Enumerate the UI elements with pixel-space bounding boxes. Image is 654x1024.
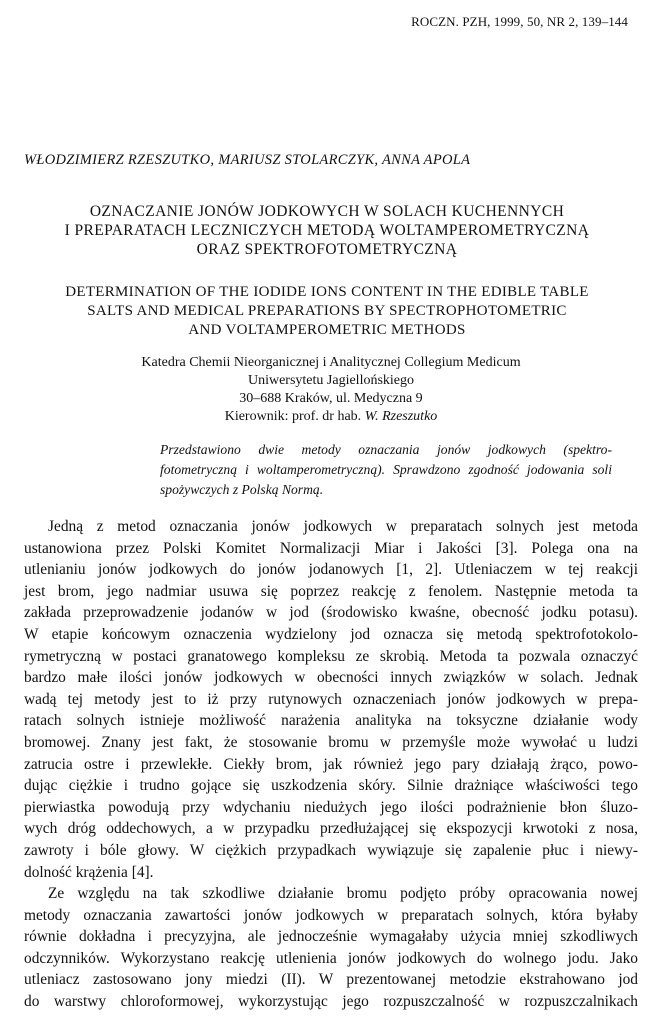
text-line: jest brom, jego nadmiar usuwa się poprzez reakcję z fenolem. Następnie metoda ta xyxy=(24,582,638,600)
text-line: W etapie końcowym oznaczenia wydzielony jod oznacza się metodą spektrofotokolo- xyxy=(24,625,638,643)
journal-reference: ROCZN. PZH, 1999, 50, NR 2, 139–144 xyxy=(411,14,628,29)
title-polish-line: ORAZ SPEKTROFOTOMETRYCZNĄ xyxy=(196,241,458,258)
body-text xyxy=(24,516,638,1013)
text-line: metody oznaczania zawartości jonów jodkowych w preparatach solnych, która byłaby xyxy=(24,906,638,924)
text-line: równie dokładna i precyzyjna, ale jednocześnie wymagałaby użycia mniej szkodliwych xyxy=(24,928,638,946)
affiliation-university: Uniwersytetu Jagiellońskiego xyxy=(247,373,415,388)
text-line: ratach solnych istnieje możliwość narażenia analityka na toksyczne działanie wody xyxy=(24,712,638,730)
text-line: wadą tej metody jest to iż przy rutynowych oznaczeniach jonów jodkowych w prepa- xyxy=(24,690,638,708)
title-english-line: SALTS AND MEDICAL PREPARATIONS BY SPECTROPHOTOMETRIC xyxy=(87,303,567,319)
affiliation-address: 30–688 Kraków, ul. Medyczna 9 xyxy=(239,391,423,406)
paragraph-1 xyxy=(24,516,638,883)
text-line: pierwiastka powodują przy wdychaniu niedużych jego ilości podrażnienie błon śluzo- xyxy=(24,798,638,816)
abstract-line: Przedstawiono dwie metody oznaczania jonów jodkowych (spektro- xyxy=(160,442,612,457)
affiliation-head xyxy=(24,408,638,426)
text-line: dolność krążenia [4]. xyxy=(24,863,154,881)
title-polish-line: OZNACZANIE JONÓW JODKOWYCH W SOLACH KUCHENNYCH xyxy=(89,203,565,220)
title-polish-line: I PREPARATACH LECZNICZYCH METODĄ WOLTAMPEROMETRYCZNĄ xyxy=(64,222,590,239)
text-line: utleniacz zastosowano jony miedzi (II). W prezentowanej metodzie ekstrahowano jod xyxy=(24,971,638,989)
text-line: bromowej. Znany jest fakt, że stosowanie bromu w przemyśle może wywołać u ludzi xyxy=(24,733,638,751)
text-line: utlenianiu jonów jodkowych do jonów jodanowych [1, 2]. Utleniaczem w tej reakcji xyxy=(24,561,638,579)
text-line: Jedną z metod oznaczania jonów jodkowych w preparatach solnych jest metoda xyxy=(48,518,638,535)
text-line: dując ciężkie i trudno gojące się uszkodzenia skóry. Silnie drażniące właściwości tego xyxy=(24,777,638,795)
text-line: zatrucia ostre i przewlekłe. Ciekły brom, jak również jego pary działają żrąco, powo- xyxy=(24,755,638,773)
abstract-line: spożywczych z Polską Normą. xyxy=(160,482,324,497)
text-line: do warstwy chloroformowej, wykorzystując jego rozpuszczalność w rozpuszczalnikach xyxy=(24,993,638,1011)
title-english xyxy=(20,283,634,340)
title-english-line: AND VOLTAMPEROMETRIC METHODS xyxy=(188,322,466,338)
affiliation-head-label: Kierownik: prof. dr hab. xyxy=(224,409,365,424)
title-polish xyxy=(20,202,634,259)
text-line: zawroty i bóle głowy. W ciężkich przypadkach wywiązuje się zapalenie płuc i niewy- xyxy=(24,841,638,859)
text-line: odczynników. Wykorzystano reakcję utlenienia jonów jodkowych do wolnego jodu. Jako xyxy=(24,949,638,967)
title-english-line: DETERMINATION OF THE IODIDE IONS CONTENT IN THE EDIBLE TABLE xyxy=(65,284,589,300)
text-line: rymetryczną w postaci granatowego kompleksu ze skrobią. Metoda ta pozwala oznaczyć xyxy=(24,647,638,665)
affiliation-department: Katedra Chemii Nieorganicznej i Analitycznej Collegium Medicum xyxy=(141,355,521,370)
text-line: zakłada przeprowadzenie jodanów w jod (środowisko kwaśne, obecność jodku potasu). xyxy=(24,604,638,622)
text-line: wych dróg oddechowych, a w przypadku przedłużającej się ekspozycji krwotoki z nosa, xyxy=(24,820,638,838)
text-line: ustanowiona przez Polski Komitet Normalizacji Miar i Jakości [3]. Polega ona na xyxy=(24,539,638,557)
abstract xyxy=(160,440,612,500)
text-line: Ze względu na tak szkodliwe działanie bromu podjęto próby opracowania nowej xyxy=(48,885,638,903)
text-line: bardzo małe ilości jonów jodkowych w obecności innych związków w solach. Jednak xyxy=(24,669,638,687)
paragraph-2 xyxy=(24,883,638,1013)
authors: WŁODZIMIERZ RZESZUTKO, MARIUSZ STOLARCZYK, ANNA APOLA xyxy=(24,152,471,168)
affiliation-head-name: W. Rzeszutko xyxy=(364,409,438,424)
abstract-line: fotometryczną i woltamperometryczną). Sprawdzono zgodność jodowania soli xyxy=(160,462,612,477)
affiliation xyxy=(24,354,638,426)
